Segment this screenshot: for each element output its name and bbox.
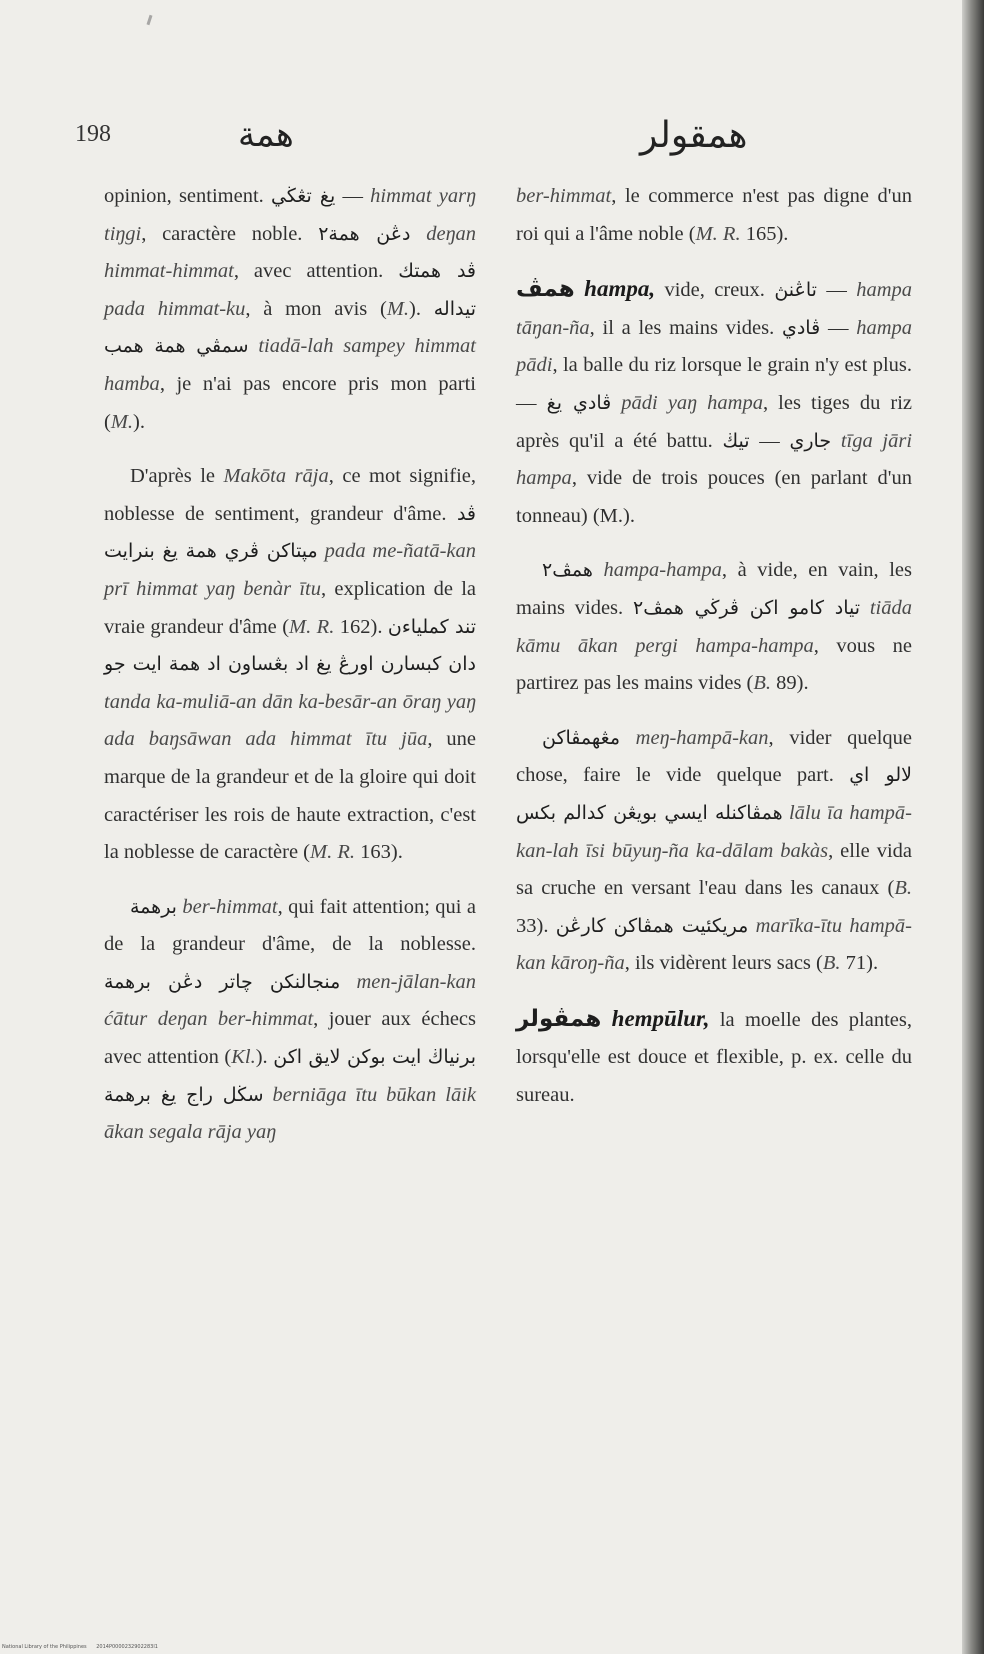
romanization: men-jālan-kan ćātur deŋan ber-himmat bbox=[104, 970, 477, 1031]
romanization: Makōta rāja bbox=[223, 465, 329, 488]
ink-smudge bbox=[147, 15, 153, 25]
entry-hampa-hampa bbox=[516, 552, 912, 702]
arabic-script: ڤد مڽتاكن ڤري همة يغ بنرايت bbox=[104, 502, 477, 563]
citation: Kl. bbox=[231, 1046, 256, 1069]
headword-arabic: همڤ bbox=[516, 276, 575, 303]
citation: M. R. bbox=[289, 615, 335, 638]
romanization: hampa tāŋan-ña bbox=[516, 279, 913, 339]
text: , explication de la vraie grandeur d'âme ( bbox=[104, 577, 476, 638]
text: , le commerce n'est pas digne d'un roi qui a l'âme noble ( bbox=[516, 185, 912, 245]
romanization: hampa-hampa bbox=[603, 559, 722, 582]
text: 89). bbox=[776, 672, 809, 695]
arabic-script: يغ تڠڬي bbox=[270, 185, 336, 207]
text: , ils vidèrent leurs sacs ( bbox=[624, 952, 823, 975]
arabic-script: برهمة bbox=[130, 895, 177, 918]
headword: hempūlur, bbox=[611, 1005, 710, 1031]
text: 162). bbox=[339, 615, 383, 638]
footer-institution: National Library of the Philippines bbox=[2, 1644, 87, 1650]
text: , avec attention. bbox=[233, 260, 384, 283]
citation: B. bbox=[822, 952, 841, 975]
romanization: pada himmat-ku bbox=[104, 297, 246, 320]
text: ). bbox=[255, 1046, 268, 1069]
romanization: ber-himmat bbox=[516, 185, 612, 207]
arabic-script: تيڬ bbox=[722, 429, 750, 452]
text: ). bbox=[409, 297, 421, 320]
arabic-script: مڠهمڤاكن bbox=[542, 726, 620, 749]
text: , la balle du riz lorsque le grain n'y est plus. — bbox=[516, 354, 912, 414]
left-running-head: همة bbox=[238, 115, 294, 155]
text: , ce mot signifie, noblesse de sentiment, grandeur d'âme. bbox=[104, 465, 476, 525]
arabic-script: تياد كامو اكن ڤرڬي همڤ٢ bbox=[632, 596, 861, 619]
arabic-script: لالو اي همڤاكنله ايسي بويڠن كدالم بكس bbox=[516, 764, 913, 824]
text: , vide de trois pouces (en parlant d'un tonneau) (M.). bbox=[516, 467, 912, 527]
entry-hampa bbox=[516, 270, 912, 535]
left-column bbox=[104, 178, 476, 1152]
arabic-script: برنياڬ ايت بوكن لايق اكن سڬل راج يغ برهمة bbox=[104, 1046, 476, 1106]
text: , à vide, en vain, les mains vides. bbox=[516, 559, 913, 619]
entry-makota-raja-note bbox=[104, 458, 476, 872]
arabic-script: تند كملياءن دان كبسارن اورڠ يغ اد بڠساون اد همة ايت جو bbox=[104, 615, 476, 676]
entry-hempulur bbox=[516, 1000, 912, 1115]
text: la moelle des plantes, lorsqu'elle est douce et flexible, p. ex. celle du sureau. bbox=[516, 1008, 912, 1107]
arabic-script: ڤادي يغ bbox=[546, 391, 612, 414]
arabic-script: تيداله سمڤي همة همب bbox=[104, 297, 476, 358]
entry-ber-himmat-continuation bbox=[516, 178, 912, 253]
citation: M. R. bbox=[310, 841, 355, 864]
romanization: pada me-ñatā-kan prī himmat yaŋ benàr ītu bbox=[104, 540, 477, 600]
text: , à mon avis ( bbox=[245, 297, 387, 320]
romanization: hampa pādi bbox=[516, 316, 913, 377]
text: — bbox=[826, 279, 847, 302]
text: ). bbox=[133, 410, 145, 433]
citation: M. R. bbox=[695, 222, 741, 245]
text: , je n'ai pas encore pris mon parti ( bbox=[104, 372, 476, 433]
romanization: tanda ka-muliā-an dān ka-besār-an ōraŋ yaŋ ada baŋsāwan ada himmat ītu jūa bbox=[104, 690, 476, 751]
romanization: pādi yaŋ hampa bbox=[621, 391, 763, 414]
entry-ber-himmat bbox=[104, 889, 476, 1152]
citation: B. bbox=[753, 672, 772, 695]
right-running-head: همقولر bbox=[640, 115, 748, 156]
romanization: deŋan himmat-himmat bbox=[104, 222, 476, 283]
romanization: tīga jāri hampa bbox=[516, 429, 913, 490]
text: , jouer aux échecs avec attention ( bbox=[104, 1008, 476, 1069]
text: , les tiges du riz après qu'il a été battu. bbox=[516, 391, 913, 452]
romanization: marīka-ītu hampā-kan kāroŋ-ña bbox=[516, 914, 913, 975]
scan-footer bbox=[2, 1644, 158, 1650]
arabic-script: منجالنكن چاتر دڠن برهمة bbox=[104, 970, 341, 993]
headword-arabic: همڤولر bbox=[516, 1005, 602, 1032]
page-edge-shadow bbox=[962, 0, 984, 1654]
text: 165). bbox=[745, 222, 789, 245]
arabic-script: همڤ٢ bbox=[542, 559, 593, 582]
text: — bbox=[759, 429, 780, 452]
text: — bbox=[827, 316, 849, 339]
right-column bbox=[516, 178, 912, 1115]
arabic-script: جاري bbox=[789, 429, 832, 452]
arabic-script: مريكئيت همڤاكن كارڠن bbox=[555, 914, 749, 937]
footer-id: 2014P0000232902283l1 bbox=[96, 1644, 158, 1650]
romanization: berniāga ītu būkan lāik ākan segala rāja yaŋ bbox=[104, 1083, 476, 1144]
arabic-script: ڤادي bbox=[781, 316, 821, 339]
text: 33). bbox=[516, 914, 549, 937]
romanization: lālu īa hampā-kan-lah īsi būyuŋ-ña ka-dālam bakàs bbox=[516, 801, 913, 862]
text: , vous ne partirez pas les mains vides ( bbox=[516, 634, 913, 695]
text: , il a les mains vides. bbox=[589, 316, 775, 339]
arabic-script: ڤد همتك bbox=[398, 260, 476, 283]
entry-himmat-continuation bbox=[104, 178, 476, 441]
text: , vider quelque chose, faire le vide quelque part. bbox=[516, 726, 912, 787]
text: D'après le bbox=[130, 465, 216, 488]
page-number: 198 bbox=[75, 121, 111, 147]
romanization: meŋ-hampā-kan bbox=[635, 726, 769, 749]
page-header bbox=[0, 115, 962, 175]
arabic-script: دڠن همة٢ bbox=[318, 222, 411, 245]
text: 71). bbox=[845, 952, 879, 975]
text: , elle vida sa cruche en versant l'eau dans les canaux ( bbox=[516, 839, 912, 900]
entry-meng-hampa-kan bbox=[516, 720, 912, 983]
text: opinion, sentiment. bbox=[104, 185, 264, 207]
romanization: tiadā-lah sampey himmat hamba bbox=[104, 335, 476, 395]
text: vide, creux. bbox=[664, 279, 765, 302]
headword: hampa, bbox=[584, 276, 656, 302]
text: , qui fait attention; qui a de la grandeur d'âme, de la noblesse. bbox=[104, 895, 477, 956]
text: 163). bbox=[360, 841, 403, 864]
romanization: tiāda kāmu ākan pergi hampa-hampa bbox=[516, 596, 912, 657]
citation: B. bbox=[894, 877, 912, 900]
romanization: ber-himmat bbox=[182, 895, 278, 918]
arabic-script: تاڠنڽ bbox=[774, 279, 817, 302]
text: , caractère noble. bbox=[141, 222, 303, 245]
text: , une marque de la grandeur et de la gloire qui doit caractériser les rois de haute extraction, c'est la noblesse de caractère ( bbox=[104, 728, 476, 864]
text: — bbox=[342, 185, 363, 207]
citation: M. bbox=[386, 297, 410, 320]
citation: M. bbox=[110, 410, 134, 433]
romanization: himmat yarŋ tiŋgi bbox=[104, 185, 477, 245]
